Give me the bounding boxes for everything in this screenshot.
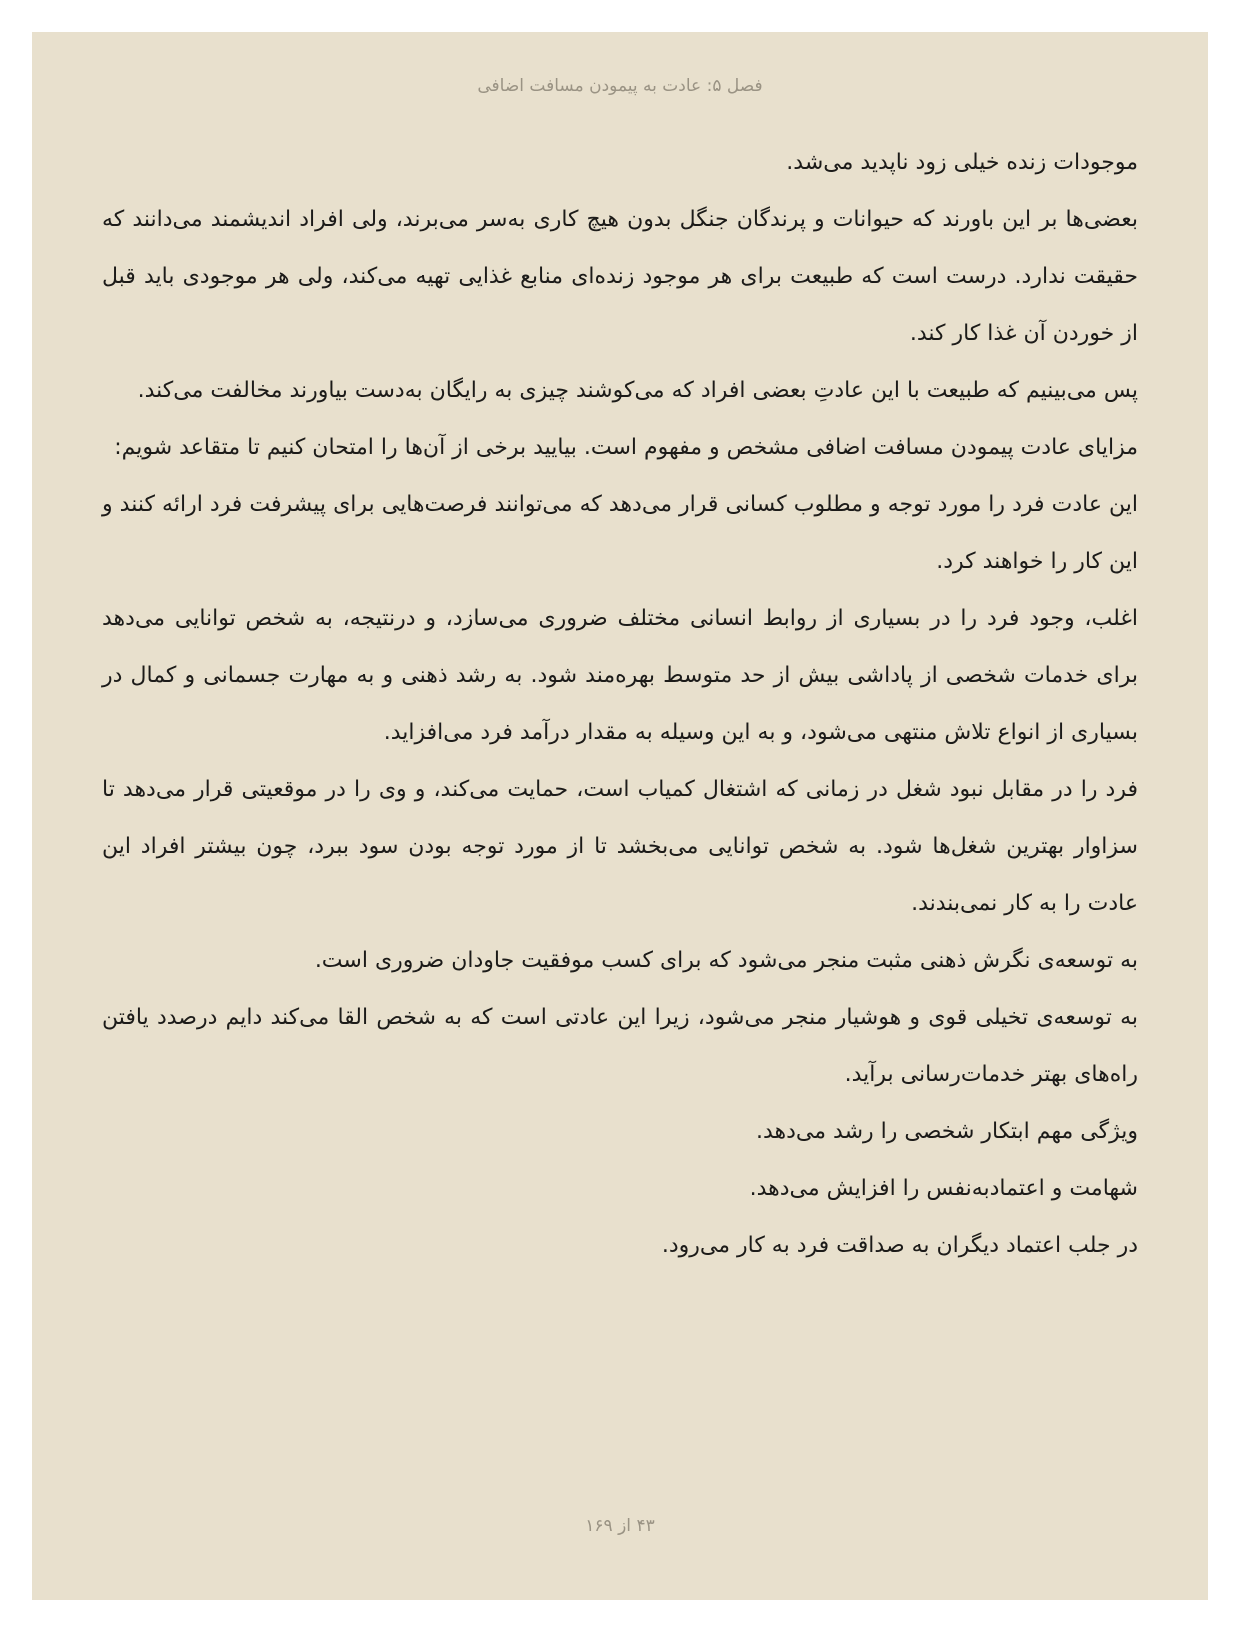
paragraph: ویژگی مهم ابتکار شخصی را رشد می‌دهد. (755, 1119, 1138, 1144)
body-text (102, 134, 1138, 1274)
paragraph: مزایای عادت پیمودن مسافت اضافی مشخص و مفهوم است. بیایید برخی از آن‌ها را امتحان کنیم تا متقاعد شویم: (114, 435, 1138, 460)
paragraph: به توسعه‌ی تخیلی قوی و هوشیار منجر می‌شود، زیرا این عادتی است که به شخص القا می‌کند دایم درصدد یافتن راه‌های بهتر خدمات‌رسانی برآید. (102, 1005, 1138, 1087)
paragraph: پس می‌بینیم که طبیعت با این عادتِ بعضی افراد که می‌کوشند چیزی به رایگان به‌دست بیاورند مخالفت می‌کند. (137, 378, 1138, 403)
page-number: ۴۳ از ۱۶۹ (585, 1516, 655, 1536)
book-page (32, 32, 1208, 1600)
paragraph: فرد را در مقابل نبود شغل در زمانی که اشتغال کمیاب است، حمایت می‌کند، و وی را در موقعیتی قرار می‌دهد تا سزاوار بهترین شغل‌ها شود. به شخص توانایی می‌بخشد تا از مورد توجه بودن سود ببرد، چون بیشتر افراد این عادت را به کار نمی‌بندند. (102, 777, 1138, 916)
paragraph: این عادت فرد را مورد توجه و مطلوب کسانی قرار می‌دهد که می‌توانند فرصت‌هایی برای پیشرفت فرد ارائه کنند و این کار را خواهند کرد. (102, 492, 1138, 574)
paragraph: اغلب، وجود فرد را در بسیاری از روابط انسانی مختلف ضروری می‌سازد، و درنتیجه، به شخص توانایی می‌دهد برای خدمات شخصی از پاداشی بیش از حد متوسط بهره‌مند شود. به رشد ذهنی و به مهارت جسمانی و کمال در بسیاری از انواع تلاش منتهی می‌شود، و به این وسیله به مقدار درآمد فرد می‌افزاید. (102, 606, 1138, 745)
paragraph: موجودات زنده خیلی زود ناپدید می‌شد. (786, 150, 1138, 175)
paragraph: در جلب اعتماد دیگران به صداقت فرد به کار می‌رود. (661, 1233, 1138, 1258)
running-header: فصل ۵: عادت به پیمودن مسافت اضافی (477, 76, 763, 96)
paragraph: شهامت و اعتمادبه‌نفس را افزایش می‌دهد. (749, 1176, 1138, 1201)
paragraph: به توسعه‌ی نگرش ذهنی مثبت منجر می‌شود که برای کسب موفقیت جاودان ضروری است. (314, 948, 1138, 973)
paragraph: بعضی‌ها بر این باورند که حیوانات و پرندگان جنگل بدون هیچ کاری به‌سر می‌برند، ولی افراد اندیشمند می‌دانند که حقیقت ندارد. درست است که طبیعت برای هر موجود زنده‌ای منابع غذایی تهیه می‌کند، ولی هر موجودی باید قبل از خوردن آن غذا کار کند. (102, 207, 1138, 346)
